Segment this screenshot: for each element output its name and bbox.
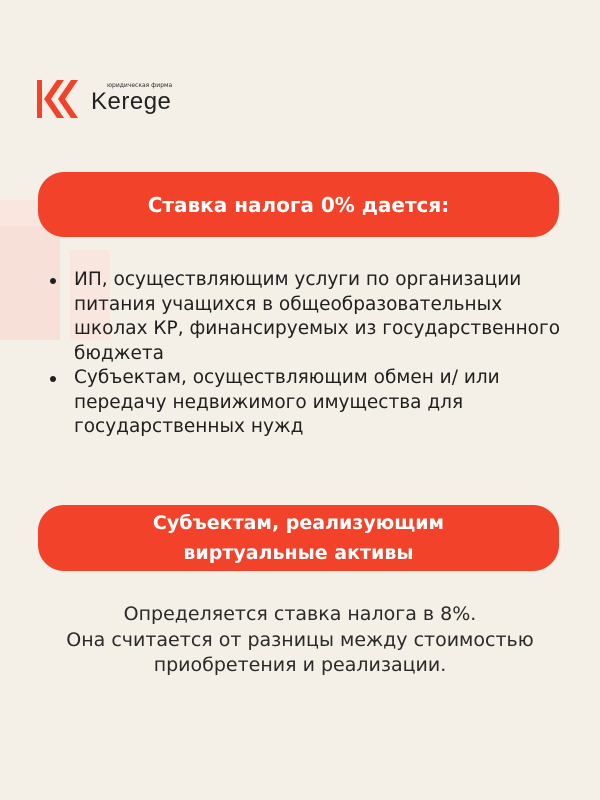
note-line1: Определяется ставка налога в 8%. — [123, 603, 477, 625]
section1-heading: Ставка налога 0% дается: — [38, 172, 559, 237]
list-item — [50, 366, 570, 440]
section2-heading-line1: Субъектам, реализующим — [152, 512, 445, 534]
list-item — [50, 268, 570, 366]
section2-heading-line2: виртуальные активы — [183, 542, 414, 564]
tax-rate-note — [20, 602, 580, 679]
double-chevron-left-icon — [37, 80, 81, 118]
bullet-icon — [50, 376, 56, 382]
note-line2: Она считается от разницы между стоимостью — [66, 628, 534, 651]
list-item-text: Субъектам, осуществляющим обмен и/ или передачу недвижимого имущества для государственных нужд — [74, 367, 500, 437]
list-item-text: ИП, осуществляющим услуги по организации питания учащихся в общеобразовательных школах КР, финансируемых из государственного бюджета — [74, 269, 561, 364]
zero-rate-list — [50, 268, 570, 440]
note-line3: приобретения и реализации. — [153, 654, 447, 676]
brand-tagline: юридическая фирма — [107, 82, 173, 89]
bullet-icon — [50, 278, 56, 284]
logo-text — [91, 80, 211, 118]
brand-logo — [37, 80, 211, 118]
brand-name: Kerege — [91, 88, 172, 115]
section2-heading — [38, 505, 559, 571]
